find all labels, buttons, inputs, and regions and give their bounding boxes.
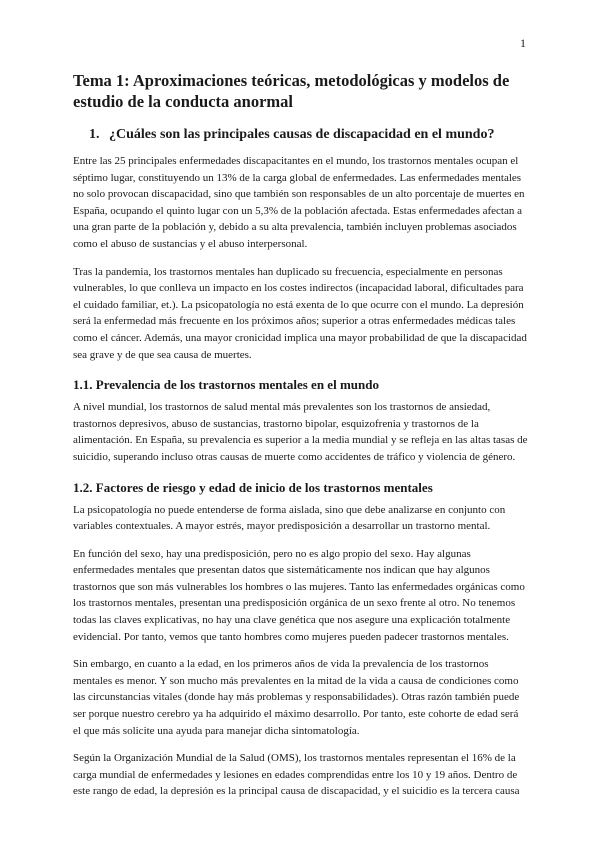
subsection-1-2-heading: 1.2. Factores de riesgo y edad de inicio de los trastornos mentales [73,479,433,495]
section-1-number: 1. [89,127,100,142]
paragraph: Entre las 25 principales enfermedades discapacitantes en el mundo, los trastornos mentales ocupan el séptimo lugar, constituyendo un 13% de la carga global de enfermedades. Las enfermedades mentales no solo provocan discapacidad, sino que también son responsables de un alto porcentaje de muertes en España, ocupando el quinto lugar con un 5,3% de la población afectada. Estas enfermedades afectan a una gran parte de la población y, debido a su alta prevalencia, también incluyen problemas asociados como el abuso de sustancias y el abuso interpersonal. [73,155,525,250]
paragraph: En función del sexo, hay una predisposición, pero no es algo propio del sexo. Hay algunas enfermedades mentales que presentan datos que sistemáticamente nos indican que hay algunos trastornos que son más vulnerables los hombres o las mujeres. Tanto las enfermedades orgánicas como los trastornos mentales, presentan una predisposición orgánica de un sexo frente al otro. No tenemos todas las claves explicativas, no hay una clave genética que nos asegure una explicación totalmente evidencial. Por tanto, vemos que tanto hombres como mujeres pueden padecer trastornos mentales. [73,547,525,643]
paragraph: A nivel mundial, los trastornos de salud mental más prevalentes son los trastornos de ansiedad, trastornos depresivos, abuso de sustancias, trastorno bipolar, esquizofrenia y trastornos de la alimentación. En España, su prevalencia es superior a la media mundial y se refleja en las altas tasas de suicidio, superando incluso otras causas de muerte como accidentes de tráfico y violencia de género. [73,401,528,463]
section-1-heading-text: ¿Cuáles son las principales causas de discapacidad en el mundo? [109,127,495,142]
paragraph: Según la Organización Mundial de la Salud (OMS), los trastornos mentales representan el 16% de la carga mundial de enfermedades y lesiones en edades comprendidas entre los 10 y 19 años. Dentro de este rango de edad, la depresión es la principal causa de discapacidad, y el suicidio es la tercera causa [73,752,520,798]
section-1-heading [73,126,529,144]
document-title: Tema 1: Aproximaciones teóricas, metodológicas y modelos de estudio de la conducta anormal [73,71,510,111]
page-number: 1 [520,36,526,50]
subsection-1-1-heading: 1.1. Prevalencia de los trastornos mentales en el mundo [73,377,379,393]
paragraph: Sin embargo, en cuanto a la edad, en los primeros años de vida la prevalencia de los trastornos mentales es menor. Y son mucho más prevalentes en la mitad de la vida a causa de condiciones como las circunstancias vitales (donde hay más problemas y responsabilidades). Otras razón también puede ser porque nuestro cerebro ya ha adquirido el máximo desarrollo. Por tanto, este cohorte de edad será el que más solicite una ayuda para manejar dicha sintomatología. [73,658,520,737]
paragraph: Tras la pandemia, los trastornos mentales han duplicado su frecuencia, especialmente en personas vulnerables, lo que conlleva un impacto en los costes indirectos (incapacidad laboral, dificultades para el cuidado familiar, et.). La psicopatología no está exenta de lo que ocurre con el mundo. La depresión será la enfermedad más frecuente en los próximos años; superior a otras enfermedades médicas tales como el cáncer. Además, una mayor cronicidad implica una mayor probabilidad de que la discapacidad sea grave y de que sea causa de muertes. [73,265,527,361]
paragraph: La psicopatología no puede entenderse de forma aislada, sino que debe analizarse en conjunto con variables contextuales. A mayor estrés, mayor predisposición a desarrollar un trastorno mental. [73,503,506,533]
document-body [73,70,529,811]
